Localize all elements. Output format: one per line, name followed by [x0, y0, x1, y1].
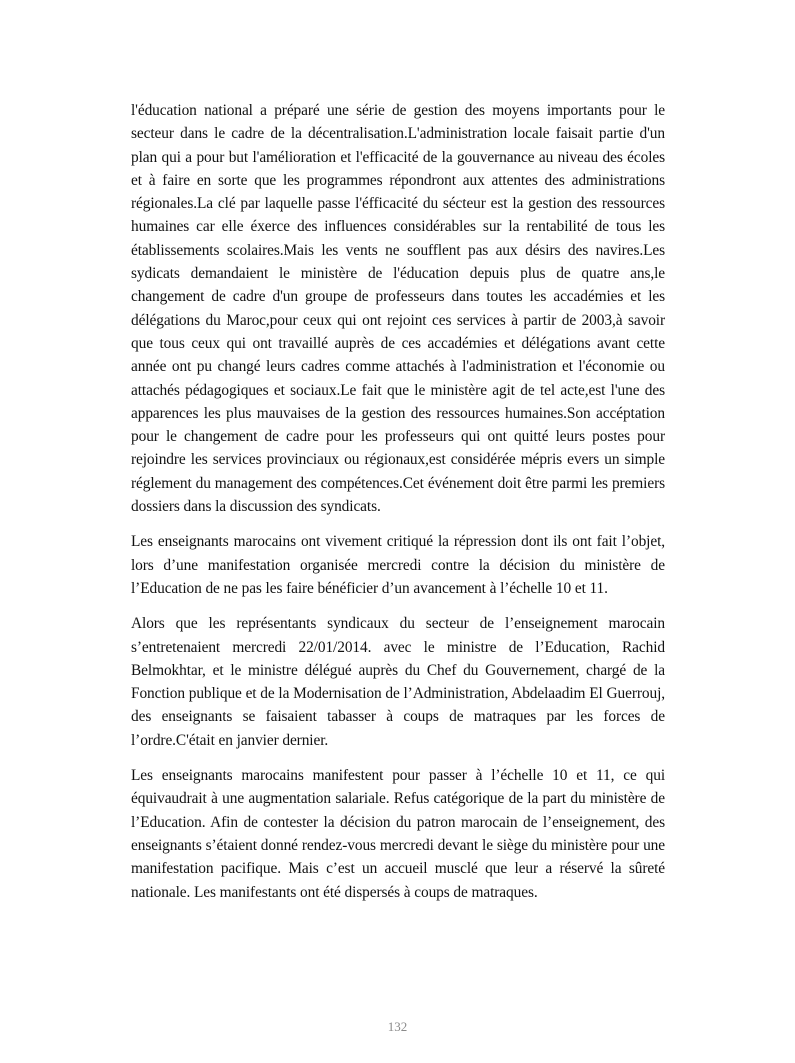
page-number: 132: [387, 1019, 408, 1034]
paragraph-teachers-criticism: Les enseignants marocains ont vivement critiqué la répression dont ils ont fait l’objet, lors d’une manifestation organisée mercredi contre la décision du ministère de l’Education de ne pas les faire bénéficier d’un avancement à l’échelle 10 et 11.: [131, 533, 665, 597]
paragraph-education-management: l'éducation national a préparé une série de gestion des moyens importants pour le secteur dans le cadre de la décentralisation.L'administration locale faisait partie d'un plan qui a pour but l'amélioration et l'efficacité de la gouvernance au niveau des écoles et à faire en sorte que les programmes répondront aux attentes des administrations régionales.La clé par laquelle passe l'éfficacité du sécteur est la gestion des ressources humaines car elle éxerce des influences considérables sur la rentabilité de tous les établissements scolaires.Mais les vents ne soufflent pas aux désirs des navires.Les sydicats demandaient le ministère de l'éducation depuis plus de quatre ans,le changement de cadre d'un groupe de professeurs dans toutes les accadémies et les délégations du Maroc,pour ceux qui ont rejoint ces services à partir de 2003,à savoir que tous ceux qui ont travaillé auprès de ces accadémies et délégations avant cette année ont pu changé leurs cadres comme attachés à l'administration et l'économie ou attachés pédagogiques et sociaux.Le fait que le ministère agit de tel acte,est l'une des apparences les plus mauvaises de la gestion des ressources humaines.Son accéptation pour le changement de cadre pour les professeurs qui ont quitté leurs postes pour rejoindre les services provinciaux ou régionaux,est considérée mépris evers un simple réglement du management des compétences.Cet événement doit être parmi les premiers dossiers dans la discussion des syndicats.: [131, 102, 665, 516]
paragraph-union-meeting: Alors que les représentants syndicaux du secteur de l’enseignement marocain s’entretenaient mercredi 22/01/2014. avec le ministre de l’Education, Rachid Belmokhtar, et le ministre délégué auprès du Chef du Gouvernement, chargé de la Fonction publique et de la Modernisation de l’Administration, Abdelaadim El Guerrouj, des enseignants se faisaient tabasser à coups de matraques par les forces de l’ordre.C'était en janvier dernier.: [131, 615, 665, 749]
paragraph-teachers-protest: Les enseignants marocains manifestent pour passer à l’échelle 10 et 11, ce qui équivaudrait à une augmentation salariale. Refus catégorique de la part du ministère de l’Education. Afin de contester la décision du patron marocain de l’enseignement, des enseignants s’étaient donné rendez-vous mercredi devant le siège du ministère pour une manifestation pacifique. Mais c’est un accueil musclé que leur a réservé la sûreté nationale. Les manifestants ont été dispersés à coups de matraques.: [131, 767, 665, 901]
document-page: [131, 99, 665, 916]
